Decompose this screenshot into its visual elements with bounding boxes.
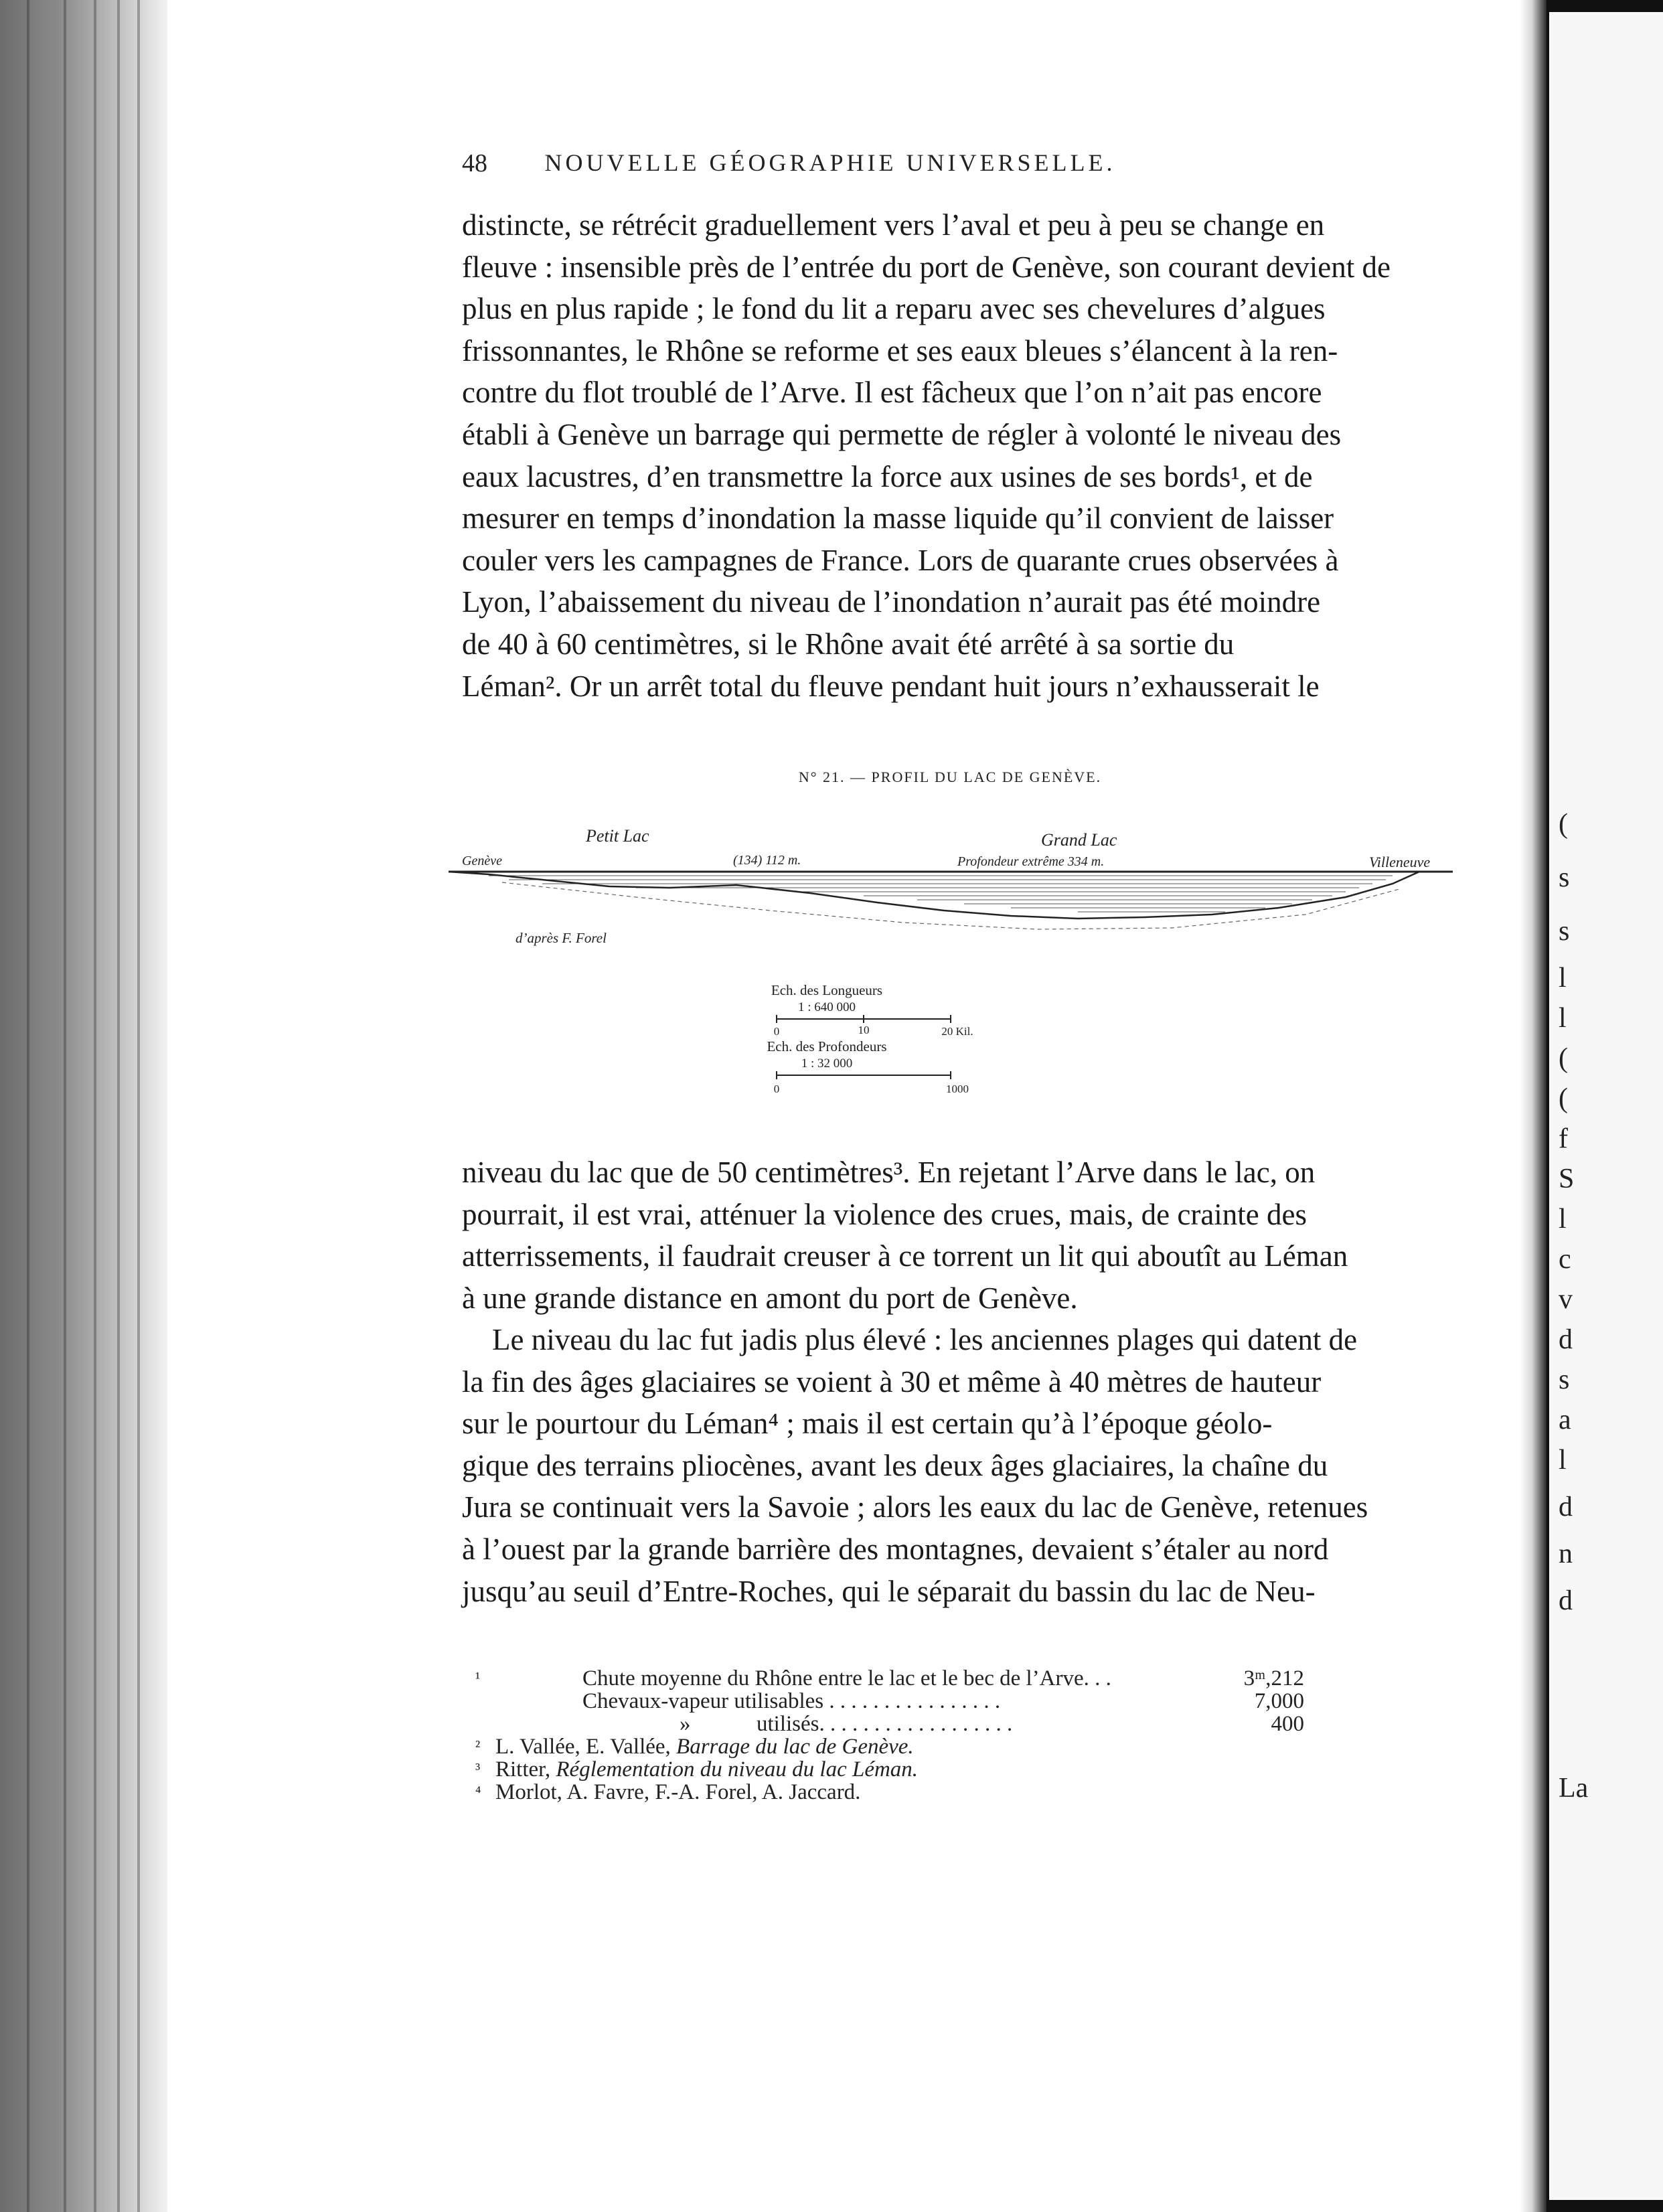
footnote-2 xyxy=(462,1735,1438,1758)
facing-page-fragment: s xyxy=(1559,916,1570,947)
petit-lac-label: Petit Lac xyxy=(586,826,649,846)
lake-profile-figure xyxy=(435,817,1480,1098)
text-line: à l’ouest par la grande barrière des montagnes, devaient s’étaler au nord xyxy=(462,1532,1329,1566)
footnote-4-text: Morlot, A. Favre, F.-A. Forel, A. Jaccard. xyxy=(495,1780,861,1804)
length-scale-zero: 0 xyxy=(773,1025,780,1038)
length-scale-title: Ech. des Longueurs xyxy=(771,982,883,998)
length-scale-mid: 10 xyxy=(858,1024,870,1036)
text-line: eaux lacustres, d’en transmettre la force aux usines de ses bords¹, et de xyxy=(462,459,1313,493)
depth-scale-end: 1000 xyxy=(946,1083,969,1095)
facing-page-fragment: d xyxy=(1559,1585,1573,1616)
footnote-3 xyxy=(462,1758,1438,1781)
text-line: Le niveau du lac fut jadis plus élevé : les anciennes plages qui datent de xyxy=(492,1323,1358,1356)
footnote-1-value-1: 3ᵐ,212 xyxy=(1243,1666,1304,1690)
text-line: contre du flot troublé de l’Arve. Il est fâcheux que l’on n’ait pas encore xyxy=(462,376,1322,410)
figure-caption: N° 21. — PROFIL DU LAC DE GENÈVE. xyxy=(798,769,1102,785)
footnote-1-value-3: 400 xyxy=(1271,1712,1304,1736)
page-number: 48 xyxy=(462,149,487,177)
geneve-label: Genève xyxy=(462,854,502,868)
facing-page-fragment: ( xyxy=(1559,1043,1568,1074)
villeneuve-label: Villeneuve xyxy=(1369,854,1431,870)
body-paragraph-1 xyxy=(462,204,1438,707)
footnote-2-mark: ² xyxy=(475,1738,481,1755)
footnote-3-mark: ³ xyxy=(475,1761,481,1778)
length-scale-end: 20 Kil. xyxy=(941,1025,973,1038)
grand-lac-depth-label: Profondeur extrême 334 m. xyxy=(957,854,1105,869)
footnote-2-authors: L. Vallée, E. Vallée, xyxy=(495,1735,677,1759)
text-line: à une grande distance en amont du port de Genève. xyxy=(462,1281,1078,1315)
text-line: mesurer en temps d’inondation la masse liquide qu’il convient de laisser xyxy=(462,501,1334,536)
depth-scale-zero: 0 xyxy=(773,1083,780,1095)
facing-page-fragment: S xyxy=(1559,1164,1575,1194)
text-line: fleuve : insensible près de l’entrée du port de Genève, son courant devient de xyxy=(462,250,1391,284)
footnote-1-mark: ¹ xyxy=(475,1670,481,1687)
footnote-4 xyxy=(462,1781,1438,1804)
footnote-1-line-3: utilisés. . . . . . . . . . . . . . . . . . xyxy=(757,1712,1013,1736)
footnote-2-title: Barrage du lac de Genève. xyxy=(676,1735,914,1759)
text-line: distincte, se rétrécit graduellement vers l’aval et peu à peu se change en xyxy=(462,208,1325,242)
footnote-1-row-2 xyxy=(462,1690,1438,1713)
text-line: gique des terrains pliocènes, avant les deux âges glaciaires, la chaîne du xyxy=(462,1448,1328,1482)
facing-page-fragment: f xyxy=(1559,1123,1568,1154)
text-line: atterrissements, il faudrait creuser à ce torrent un lit qui aboutît au Léman xyxy=(462,1239,1348,1273)
facing-page-fragment: d xyxy=(1559,1324,1573,1355)
text-line: sur le pourtour du Léman⁴ ; mais il est certain qu’à l’époque géolo- xyxy=(462,1407,1273,1441)
body-paragraph-2 xyxy=(462,1152,1438,1319)
text-line: de 40 à 60 centimètres, si le Rhône avait été arrêté à sa sortie du xyxy=(462,627,1235,661)
facing-page-fragment: a xyxy=(1559,1405,1571,1435)
footnote-1-row-3 xyxy=(462,1713,1438,1735)
facing-page-edge xyxy=(1547,0,1663,2212)
footnote-1-ditto-mark: » xyxy=(680,1712,691,1736)
grand-lac-label: Grand Lac xyxy=(1041,830,1117,850)
footnote-3-author: Ritter, xyxy=(495,1757,556,1782)
depth-scale-ratio: 1 : 32 000 xyxy=(801,1056,853,1071)
footnote-4-mark: ⁴ xyxy=(475,1784,481,1801)
depth-scale-title: Ech. des Profondeurs xyxy=(767,1038,887,1054)
facing-page-fragment: l xyxy=(1559,963,1567,994)
water-hatching xyxy=(489,876,1393,912)
facing-page-fragment: l xyxy=(1559,1204,1567,1235)
sub-bed-line xyxy=(502,882,1399,929)
footnote-1-value-2: 7,000 xyxy=(1254,1689,1304,1713)
footnotes xyxy=(462,1667,1438,1804)
text-line: frissonnantes, le Rhône se reforme et ses eaux bleues s’élancent à la ren- xyxy=(462,333,1338,368)
footnote-1-line-2: Chevaux-vapeur utilisables . . . . . . . . . . . . . . . . xyxy=(582,1689,1001,1713)
length-scale-ratio: 1 : 640 000 xyxy=(797,1000,856,1014)
text-line: Lyon, l’abaissement du niveau de l’inondation n’aurait pas été moindre xyxy=(462,585,1321,619)
running-title: NOUVELLE GÉOGRAPHIE UNIVERSELLE. xyxy=(544,149,1116,176)
text-line: Léman². Or un arrêt total du fleuve pendant huit jours n’exhausserait le xyxy=(462,669,1320,703)
text-line: la fin des âges glaciaires se voient à 30 et même à 40 mètres de hauteur xyxy=(462,1364,1322,1399)
facing-page-fragment: d xyxy=(1559,1492,1573,1522)
scan-binding-edge xyxy=(0,0,167,2212)
facing-page-fragment: n xyxy=(1559,1538,1573,1569)
footnote-1-row-1 xyxy=(462,1667,1438,1690)
facing-page-fragment: v xyxy=(1559,1284,1573,1315)
text-line: Jura se continuait vers la Savoie ; alors les eaux du lac de Genève, retenues xyxy=(462,1490,1368,1524)
facing-page-fragment: c xyxy=(1559,1244,1571,1275)
text-line: jusqu’au seuil d’Entre-Roches, qui le séparait du bassin du lac de Neu- xyxy=(462,1574,1316,1608)
facing-page-fragment: l xyxy=(1559,1003,1567,1034)
footnote-1-line-1: Chute moyenne du Rhône entre le lac et le bec de l’Arve. . . xyxy=(582,1666,1111,1690)
petit-lac-depth-label: (134) 112 m. xyxy=(733,853,801,868)
source-credit: d’après F. Forel xyxy=(516,930,607,946)
lake-bed-profile xyxy=(449,872,1419,919)
page-gutter-shadow xyxy=(1520,0,1547,2212)
footnote-3-title: Réglementation du niveau du lac Léman. xyxy=(556,1757,919,1782)
facing-page-fragment: ( xyxy=(1559,1083,1568,1114)
text-line: établi à Genève un barrage qui permette de régler à volonté le niveau des xyxy=(462,417,1342,451)
facing-page-fragment: ( xyxy=(1559,809,1568,840)
body-paragraph-3 xyxy=(462,1319,1438,1612)
facing-page-fragment: l xyxy=(1559,1445,1567,1476)
text-line: niveau du lac que de 50 centimètres³. En rejetant l’Arve dans le lac, on xyxy=(462,1156,1316,1189)
facing-page-fragment: La xyxy=(1559,1773,1589,1804)
facing-page-fragment: s xyxy=(1559,862,1570,893)
text-line: pourrait, il est vrai, atténuer la violence des crues, mais, de crainte des xyxy=(462,1197,1307,1231)
text-line: couler vers les campagnes de France. Lors de quarante crues observées à xyxy=(462,543,1339,577)
facing-page-fragment: s xyxy=(1559,1364,1570,1395)
text-line: plus en plus rapide ; le fond du lit a reparu avec ses chevelures d’algues xyxy=(462,292,1326,326)
